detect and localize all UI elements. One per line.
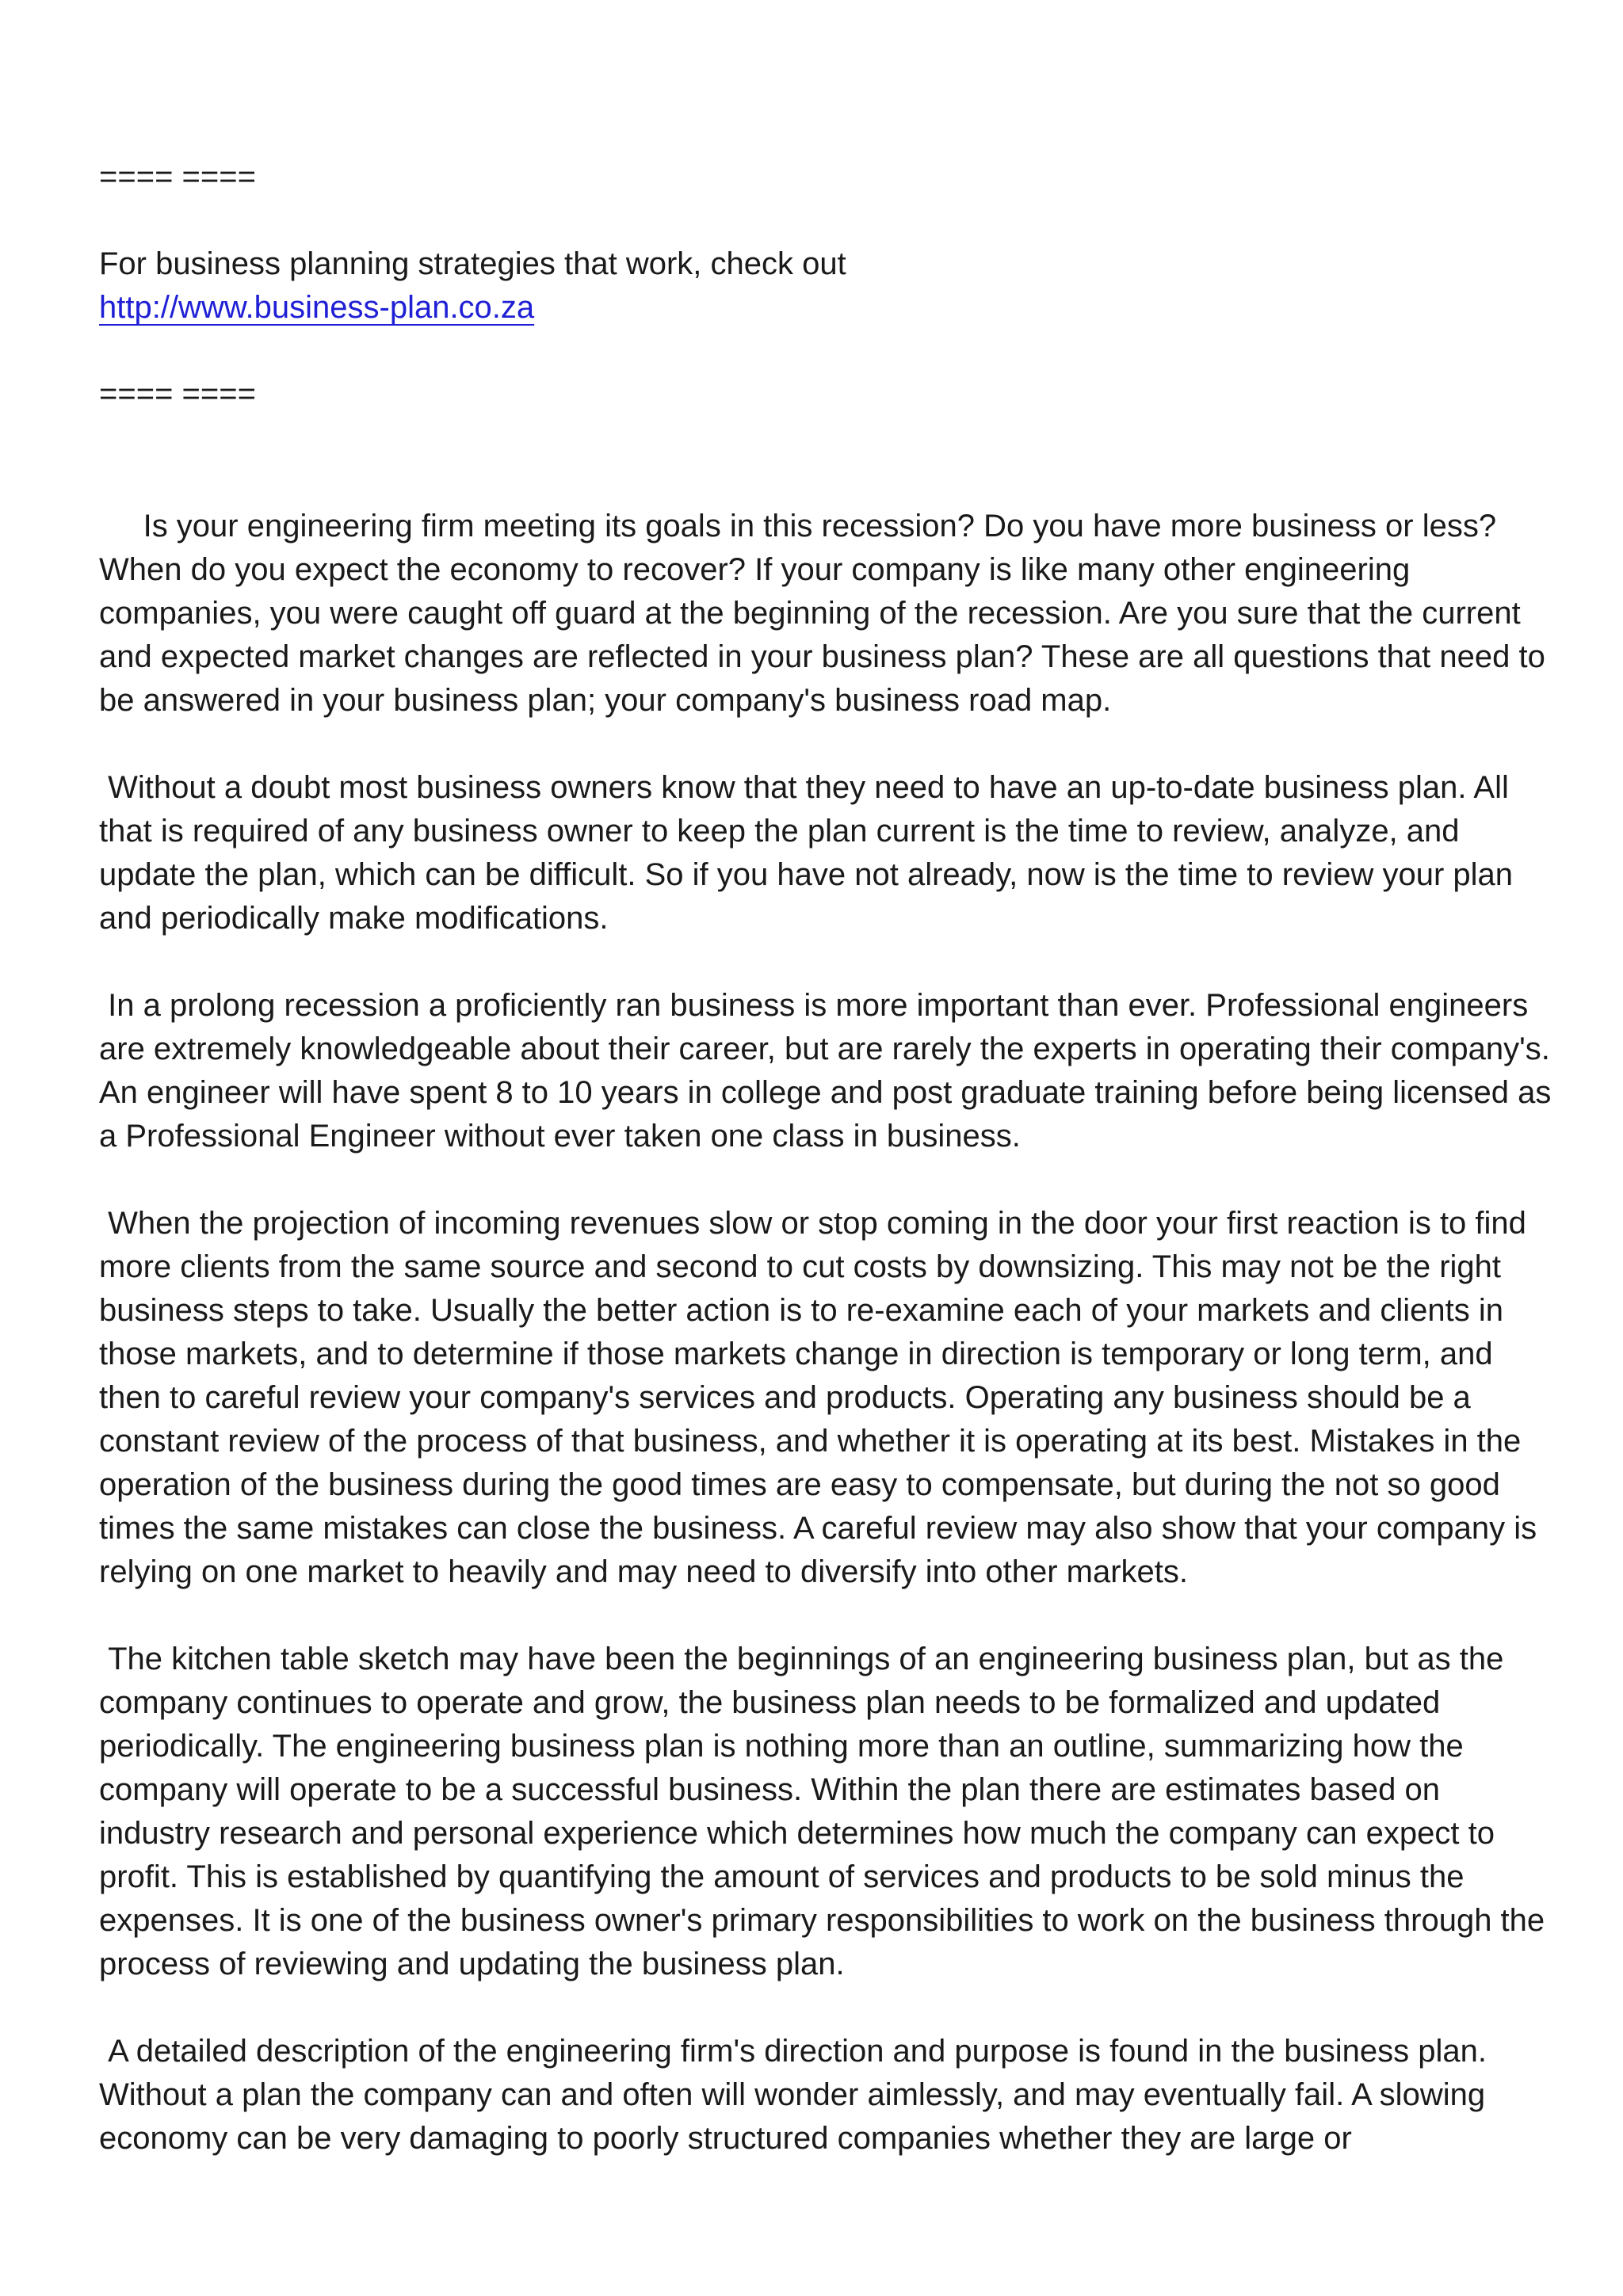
separator-bottom: ==== ==== bbox=[99, 376, 256, 411]
article-paragraph-2: Without a doubt most business owners know that they need to have an up-to-date business plan. All that is required of any business owner to keep the plan current is the time to review, analyze, and update the plan, which can be difficult. So if you have not already, now is the time to review your plan and periodically make modifications. bbox=[99, 770, 1522, 936]
promo-link[interactable]: http://www.business-plan.co.za bbox=[99, 290, 535, 325]
promo-block bbox=[99, 242, 846, 330]
article-paragraph-3: In a prolong recession a proficiently ran business is more important than ever. Professional engineers are extremely knowledgeable about their career, but are rarely the experts in operating their company's. An engineer will have spent 8 to 10 years in college and post graduate training before being licensed as a Professional Engineer without ever taken one class in business. bbox=[99, 988, 1560, 1154]
article-paragraph-5: The kitchen table sketch may have been the beginnings of an engineering business plan, but as the company continues to operate and grow, the business plan needs to be formalized and updated periodically. The engineering business plan is nothing more than an outline, summarizing how the company will operate to be a successful business. Within the plan there are estimates based on industry research and personal experience which determines how much the company can expect to profit. This is established by quantifying the amount of services and products to be sold minus the expenses. It is one of the business owner's primary responsibilities to work on the business through the process of reviewing and updating the business plan. bbox=[99, 1642, 1554, 1981]
separator-top: ==== ==== bbox=[99, 159, 256, 194]
article-paragraph-6: A detailed description of the engineering firm's direction and purpose is found in the business plan. Without a plan the company can and often will wonder aimlessly, and may eventually fail. A slowing economy can be very damaging to poorly structured companies whether they are large or bbox=[99, 2034, 1496, 2156]
article-paragraph-1: Is your engineering firm meeting its goals in this recession? Do you have more business or less? When do you expect the economy to recover? If your company is like many other engineering companies, you were caught off guard at the beginning of the recession. Are you sure that the current and expected market changes are reflected in your business plan? These are all questions that need to be answered in your business plan; your company's business road map. bbox=[99, 509, 1554, 718]
article-paragraph-4: When the projection of incoming revenues slow or stop coming in the door your first reaction is to find more clients from the same source and second to cut costs by downsizing. This may not be the right business steps to take. Usually the better action is to re-examine each of your markets and clients in those markets, and to determine if those markets change in direction is temporary or long term, and then to careful review your company's services and products. Operating any business should be a constant review of the process of that business, and whether it is operating at its best. Mistakes in the operation of the business during the good times are easy to compensate, but during the not so good times the same mistakes can close the business. A careful review may also show that your company is relying on one market to heavily and may need to diversify into other markets. bbox=[99, 1206, 1546, 1589]
promo-text: For business planning strategies that work, check out bbox=[99, 246, 846, 281]
article-body bbox=[99, 505, 1560, 2204]
